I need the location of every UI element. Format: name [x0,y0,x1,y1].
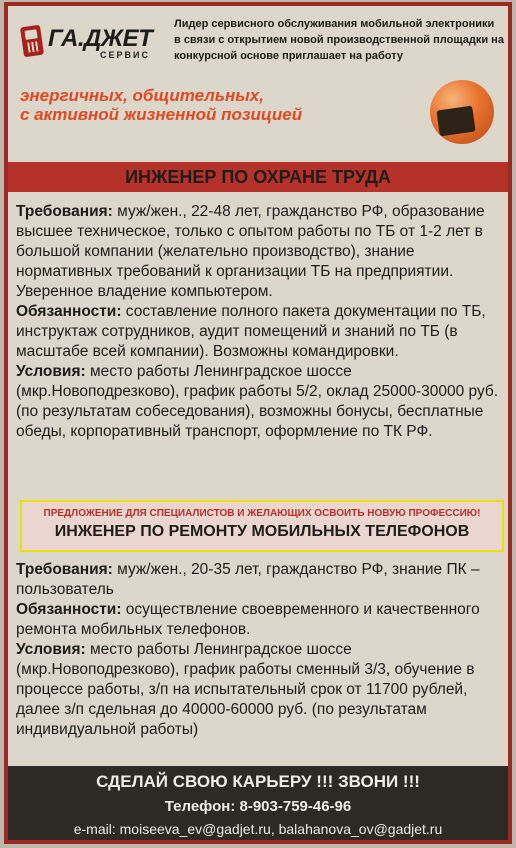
phone-logo-icon [20,25,44,57]
job1-duties [16,302,506,362]
job1-cond-label: Условия: [16,363,86,380]
logo-main-text: ГА.ДЖЕТ [48,25,153,52]
job1-title-band: ИНЖЕНЕР ПО ОХРАНЕ ТРУДА [8,162,508,192]
job1-duty-label: Обязанности: [16,303,122,320]
orange-phone-illustration-icon [420,68,500,152]
contact-footer [8,766,508,840]
job1-req-text: муж/жен., 22-48 лет, гражданство РФ, образование высшее техническое, только с опытом работы по ТБ от 1-2 лет в большой компании (желательно производство), знание нормативных требований к организации ТБ на предприятии. Уверенное владение компьютером. [16,203,485,300]
job1-duty-text: составление полного пакета документации по ТБ, инструктаж сотрудников, аудит помещений и знаний по ТБ (в масштабе всей компании). Возможны командировки. [16,303,486,360]
contact-email: e-mail: moiseeva_ev@gadjet.ru, balahanova_ov@gadjet.ru [73,821,443,837]
job2-requirements [16,560,506,600]
contact-phone: Телефон: 8-903-759-46-96 [164,798,352,815]
job2-details [16,560,506,740]
promo-highlight-box [20,500,504,552]
promo-title: ИНЖЕНЕР ПО РЕМОНТУ МОБИЛЬНЫХ ТЕЛЕФОНОВ [54,523,470,540]
job2-cond-text: место работы Ленинградское шоссе (мкр.Новоподрезково), график работы сменный 3/3, обучение в процессе работы, з/п на испытательный срок от 11700 рублей, далее з/п сдельная до 40000-60000 руб. (по результатам индивидуальной работы) [16,641,475,738]
job2-duty-label: Обязанности: [16,601,122,618]
job-advertisement [4,2,512,844]
job2-conditions [16,640,506,740]
job2-req-text: муж/жен., 20-35 лет, гражданство РФ, знание ПК – пользователь [16,561,480,598]
slogan-line-1: энергичных, общительных, [20,86,264,105]
job2-duty-text: осуществление своевременного и качественного ремонта мобильных телефонов. [16,601,480,638]
job1-req-label: Требования: [16,203,113,220]
ad-header [8,6,508,156]
slogan [20,86,350,124]
job2-req-label: Требования: [16,561,113,578]
intro-text: Лидер сервисного обслуживания мобильной электроники в связи с открытием новой производственной площадки на конкурсной основе приглашает на работу [174,18,504,62]
job1-details [16,202,506,442]
logo-sub-text: СЕРВИС [100,50,150,60]
call-to-action: СДЕЛАЙ СВОЮ КАРЬЕРУ !!! ЗВОНИ !!! [96,772,420,791]
job1-conditions [16,362,506,442]
slogan-line-2: с активной жизненной позицией [20,105,303,124]
job2-duties [16,600,506,640]
company-logo [18,22,168,62]
promo-subtitle: ПРЕДЛОЖЕНИЕ ДЛЯ СПЕЦИАЛИСТОВ И ЖЕЛАЮЩИХ ОСВОИТЬ НОВУЮ ПРОФЕССИЮ! [43,508,481,519]
job1-requirements [16,202,506,302]
job2-cond-label: Условия: [16,641,86,658]
job1-cond-text: место работы Ленинградское шоссе (мкр.Новоподрезково), график работы 5/2, оклад 25000-30000 руб. (по результатам собеседования), возможны бонусы, бесплатные обеды, корпоративный транспорт, оформление по ТК РФ. [16,363,499,440]
